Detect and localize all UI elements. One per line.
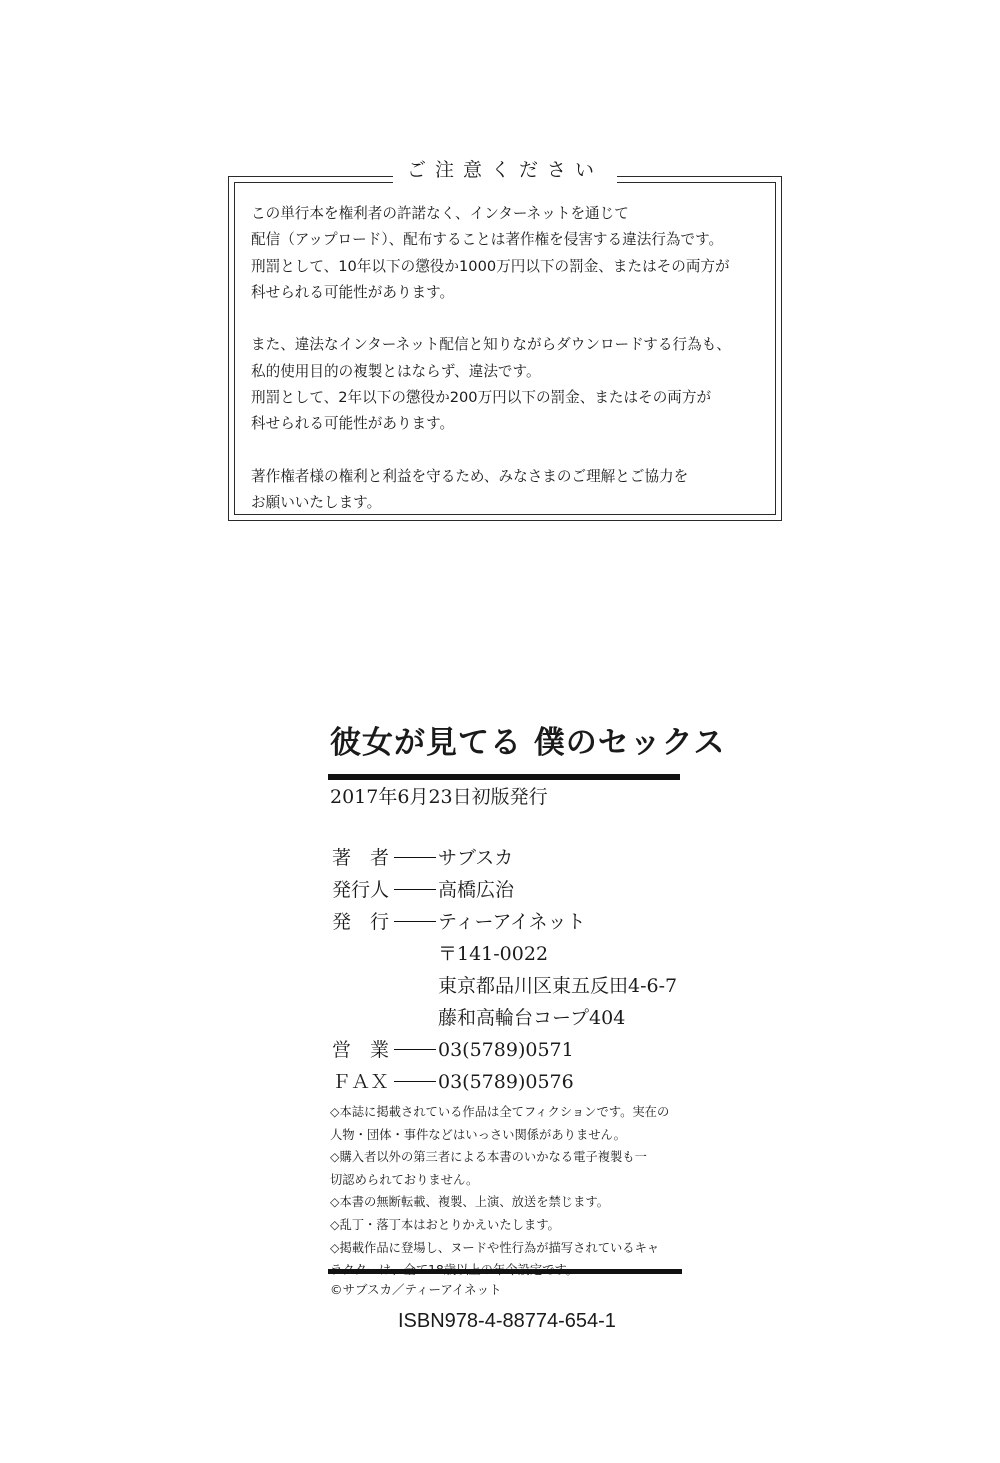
bottom-rule	[328, 1269, 682, 1274]
credit-author	[332, 843, 513, 873]
contact-sales	[332, 1035, 574, 1065]
note-line: ◇購入者以外の第三者による本書のいかなる電子複製も一	[330, 1150, 647, 1165]
address-line: 東京都品川区東五反田4-6-7	[438, 975, 678, 997]
publication-date: 2017年6月23日初版発行	[330, 786, 548, 808]
isbn: ISBN978-4-88774-654-1	[398, 1310, 616, 1332]
leader-dash	[394, 1049, 436, 1050]
book-title: 彼女が見てる 僕のセックス	[330, 725, 726, 761]
leader-dash	[394, 921, 436, 922]
notice-line: 著作権者様の権利と利益を守るため、みなさまのご理解とご協力を	[251, 467, 689, 485]
legal-notes	[330, 1101, 690, 1282]
notice-paragraph-gap	[251, 306, 761, 332]
credit-label: 発行人	[332, 879, 390, 901]
notice-line: 刑罰として、10年以下の懲役か1000万円以下の罰金、またはその両方が	[251, 257, 730, 275]
note-line: ◇掲載作品に登場し、ヌードや性行為が描写されているキャ	[330, 1240, 660, 1255]
contact-label: ＦＡＸ	[332, 1071, 390, 1093]
credit-value: ティーアイネット	[438, 911, 586, 933]
credit-publisher	[332, 907, 586, 937]
notice-line: 刑罰として、2年以下の懲役か200万円以下の罰金、またはその両方が	[251, 389, 712, 407]
notice-line: この単行本を権利者の許諾なく、インターネットを通じて	[251, 205, 629, 222]
note-line: ◇本書の無断転載、複製、上演、放送を禁じます。	[330, 1195, 610, 1210]
notice-body	[251, 201, 761, 517]
notice-box	[228, 159, 782, 521]
notice-line: 私的使用目的の複製とはならず、違法です。	[251, 362, 541, 380]
note-line: 人物・団体・事件などはいっさい関係がありません。	[330, 1127, 626, 1142]
note-line: ◇本誌に掲載されている作品は全てフィクションです。実在の	[330, 1105, 670, 1119]
address-line: 藤和高輪台コープ404	[438, 1007, 626, 1029]
notice-line: 科せられる可能性があります。	[251, 415, 455, 433]
credit-publisher-person	[332, 875, 514, 905]
postal-code: 〒141-0022	[438, 943, 549, 965]
notice-line: お願いいたします。	[251, 494, 382, 512]
leader-dash	[394, 857, 436, 858]
notice-paragraph-gap	[251, 438, 761, 464]
credit-label: 発 行	[332, 911, 390, 933]
credit-value: 高橋広治	[438, 879, 515, 901]
credit-value: サブスカ	[438, 847, 514, 869]
leader-dash	[394, 1081, 436, 1082]
notice-line: 配信（アップロード）、配布することは著作権を侵害する違法行為です。	[251, 231, 724, 249]
note-line: 切認められておりません。	[330, 1172, 479, 1187]
copyright: ©サブスカ／ティーアイネット	[330, 1282, 502, 1297]
contact-fax	[332, 1067, 574, 1097]
contact-value: 03(5789)0571	[438, 1039, 574, 1061]
notice-title: ご注意ください	[393, 156, 617, 184]
contact-value: 03(5789)0576	[438, 1071, 574, 1093]
title-rule	[328, 774, 680, 780]
notice-line: 科せられる可能性があります。	[251, 283, 455, 301]
contact-label: 営 業	[332, 1039, 390, 1061]
credit-label: 著 者	[332, 847, 390, 869]
notice-line: また、違法なインターネット配信と知りながらダウンロードする行為も、	[251, 336, 731, 354]
note-line: ◇乱丁・落丁本はおとりかえいたします。	[330, 1217, 560, 1232]
leader-dash	[394, 889, 436, 890]
